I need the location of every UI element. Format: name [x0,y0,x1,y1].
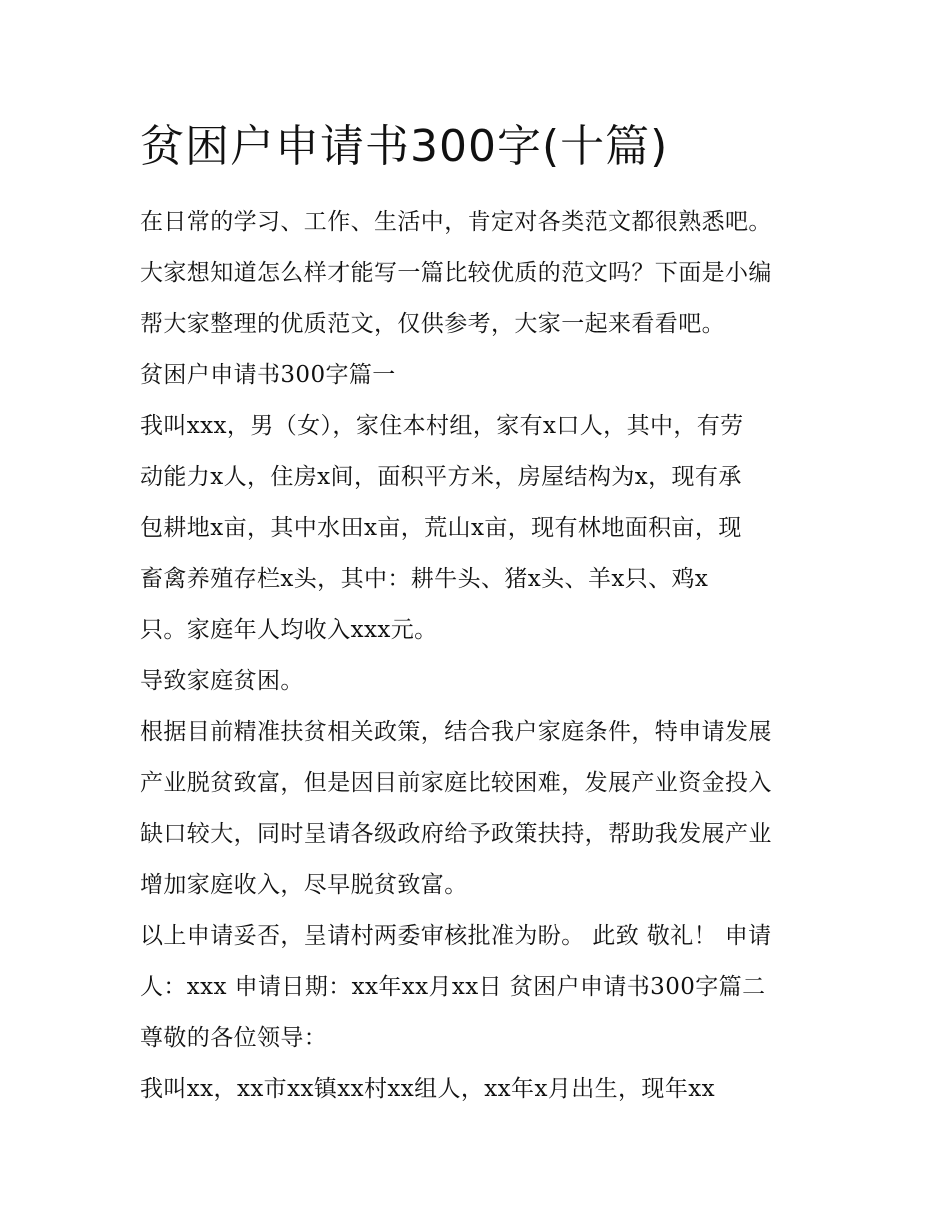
text-line: 根据目前精准扶贫相关政策，结合我户家庭条件，特申请发展 [140,719,772,745]
section-heading: 贫困户申请书300字篇一 [140,362,396,388]
text-line: 大家想知道怎么样才能写一篇比较优质的范文吗？下面是小编 [140,260,772,286]
text-line: 畜禽养殖存栏x头，其中：耕牛头、猪x头、羊x只、鸡x [140,566,709,592]
text-line: 人：xxx 申请日期：xx年xx月xx日 贫困户申请书300字篇二 [140,974,766,1000]
salutation-line: 尊敬的各位领导： [140,1025,328,1051]
text-line: 导致家庭贫困。 [140,668,304,694]
text-line: 帮大家整理的优质范文，仅供参考，大家一起来看看吧。 [140,311,725,337]
text-line: 我叫xx，xx市xx镇xx村xx组人，xx年x月出生，现年xx [140,1076,715,1102]
text-line: 包耕地x亩，其中水田x亩，荒山x亩，现有林地面积亩，现 [140,515,742,541]
text-line: 以上申请妥否，呈请村两委审核批准为盼。 此致 敬礼！ 申请 [140,923,772,949]
text-line: 缺口较大，同时呈请各级政府给予政策扶持，帮助我发展产业 [140,821,772,847]
text-line: 增加家庭收入，尽早脱贫致富。 [140,872,468,898]
text-line: 产业脱贫致富，但是因目前家庭比较困难，发展产业资金投入 [140,770,772,796]
text-line: 只。家庭年人均收入xxx元。 [140,617,438,643]
document-title: 贫困户申请书300字(十篇) [140,121,669,172]
text-line: 在日常的学习、工作、生活中，肯定对各类范文都很熟悉吧。 [140,209,772,235]
document-body [140,197,830,1115]
text-line: 我叫xxx，男（女），家住本村组，家有x口人，其中，有劳 [140,413,744,439]
text-line: 动能力x人，住房x间，面积平方米，房屋结构为x，现有承 [140,464,742,490]
